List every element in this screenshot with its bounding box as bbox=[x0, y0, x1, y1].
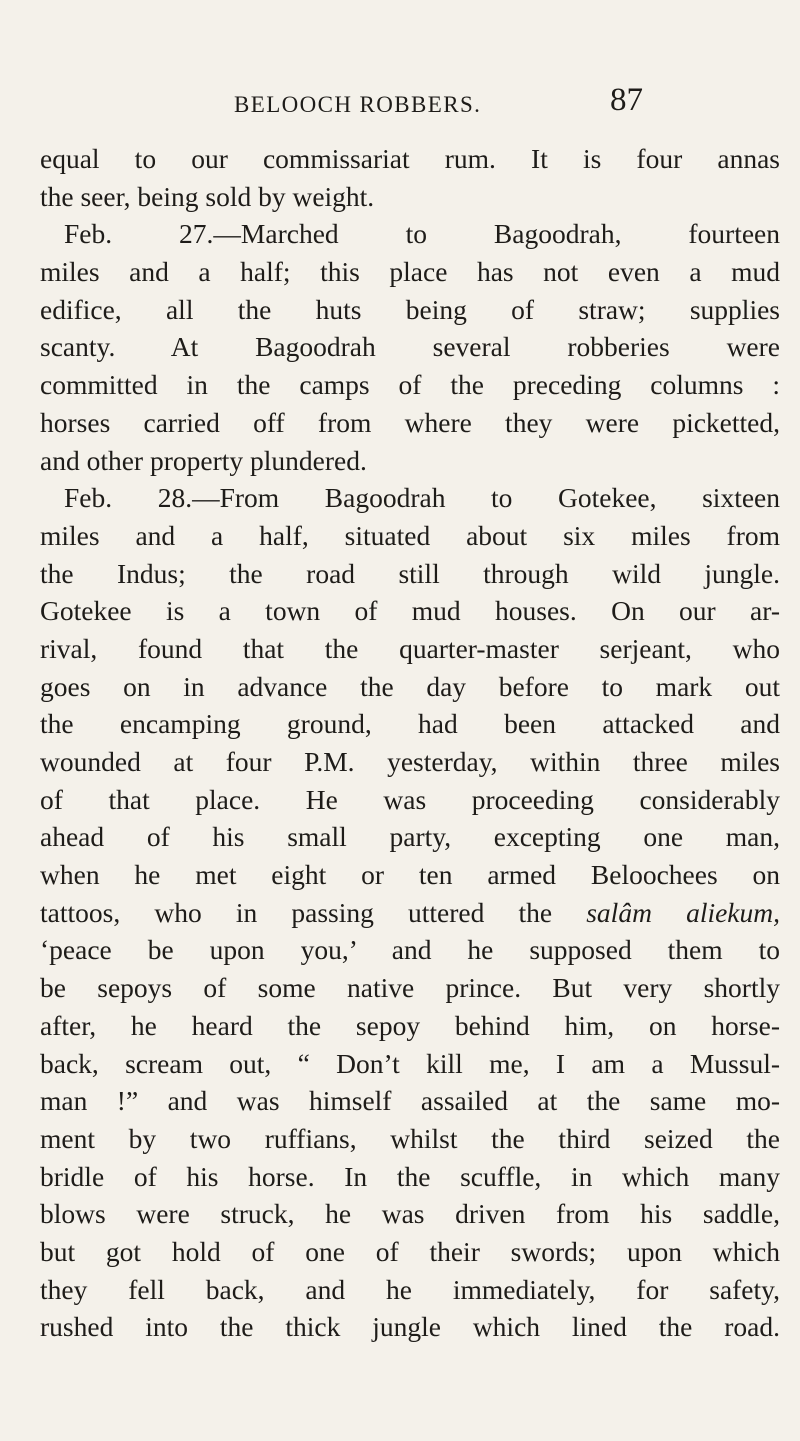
text-line: Feb. 28.—From Bagoodrah to Gotekee, sixteen bbox=[64, 482, 780, 514]
text-line: be sepoys of some native prince. But very shortly bbox=[40, 972, 780, 1004]
text-line: the encamping ground, had been attacked and bbox=[40, 708, 780, 740]
text-line: edifice, all the huts being of straw; supplies bbox=[40, 293, 780, 325]
text-line: when he met eight or ten armed Beloochees on bbox=[40, 859, 780, 891]
text-line: Gotekee is a town of mud houses. On our ar- bbox=[40, 595, 780, 627]
page-number: 87 bbox=[610, 82, 643, 118]
text-line: the seer, being sold by weight. bbox=[40, 180, 375, 212]
text-line: Feb. 27.—Marched to Bagoodrah, fourteen bbox=[64, 218, 780, 250]
text-line: they fell back, and he immediately, for safety, bbox=[40, 1273, 780, 1305]
text-line: rival, found that the quarter-master serjeant, who bbox=[40, 632, 780, 664]
line-text: tattoos, who in passing uttered the bbox=[40, 896, 553, 928]
text-line: miles and a half; this place has not even a mud bbox=[40, 256, 780, 288]
text-line: ahead of his small party, excepting one man, bbox=[40, 821, 780, 853]
text-line: ment by two ruffians, whilst the third seized the bbox=[40, 1122, 780, 1154]
text-line: man !” and was himself assailed at the same mo- bbox=[40, 1085, 780, 1117]
text-line: horses carried off from where they were picketted, bbox=[40, 406, 780, 438]
text-line: after, he heard the sepoy behind him, on horse- bbox=[40, 1009, 780, 1041]
text-line: committed in the camps of the preceding columns : bbox=[40, 369, 780, 401]
text-line: but got hold of one of their swords; upon which bbox=[40, 1235, 780, 1267]
text-line: rushed into the thick jungle which lined the road. bbox=[40, 1311, 780, 1343]
text-line: wounded at four P.M. yesterday, within three miles bbox=[40, 746, 780, 777]
text-line: of that place. He was proceeding considerably bbox=[40, 783, 780, 815]
text-line: goes on in advance the day before to mark out bbox=[40, 670, 780, 702]
text-line: bridle of his horse. In the scuffle, in which many bbox=[40, 1160, 780, 1192]
text-line: the Indus; the road still through wild jungle. bbox=[40, 557, 780, 589]
text-line: blows were struck, he was driven from his saddle, bbox=[40, 1198, 780, 1230]
text-line: back, scream out, “ Don’t kill me, I am a Mussul- bbox=[40, 1047, 780, 1079]
text-line: miles and a half, situated about six miles from bbox=[40, 519, 780, 551]
italic-phrase: salâm aliekum, bbox=[586, 896, 780, 928]
text-line: ‘peace be upon you,’ and he supposed them to bbox=[40, 934, 780, 966]
body-text bbox=[40, 140, 780, 1346]
text-line: and other property plundered. bbox=[40, 444, 367, 476]
text-line: equal to our commissariat rum. It is four annas bbox=[40, 143, 780, 174]
running-head: BELOOCH ROBBERS. bbox=[234, 92, 482, 117]
text-line: scanty. At Bagoodrah several robberies were bbox=[40, 331, 780, 363]
text-line-with-italic bbox=[40, 894, 780, 932]
